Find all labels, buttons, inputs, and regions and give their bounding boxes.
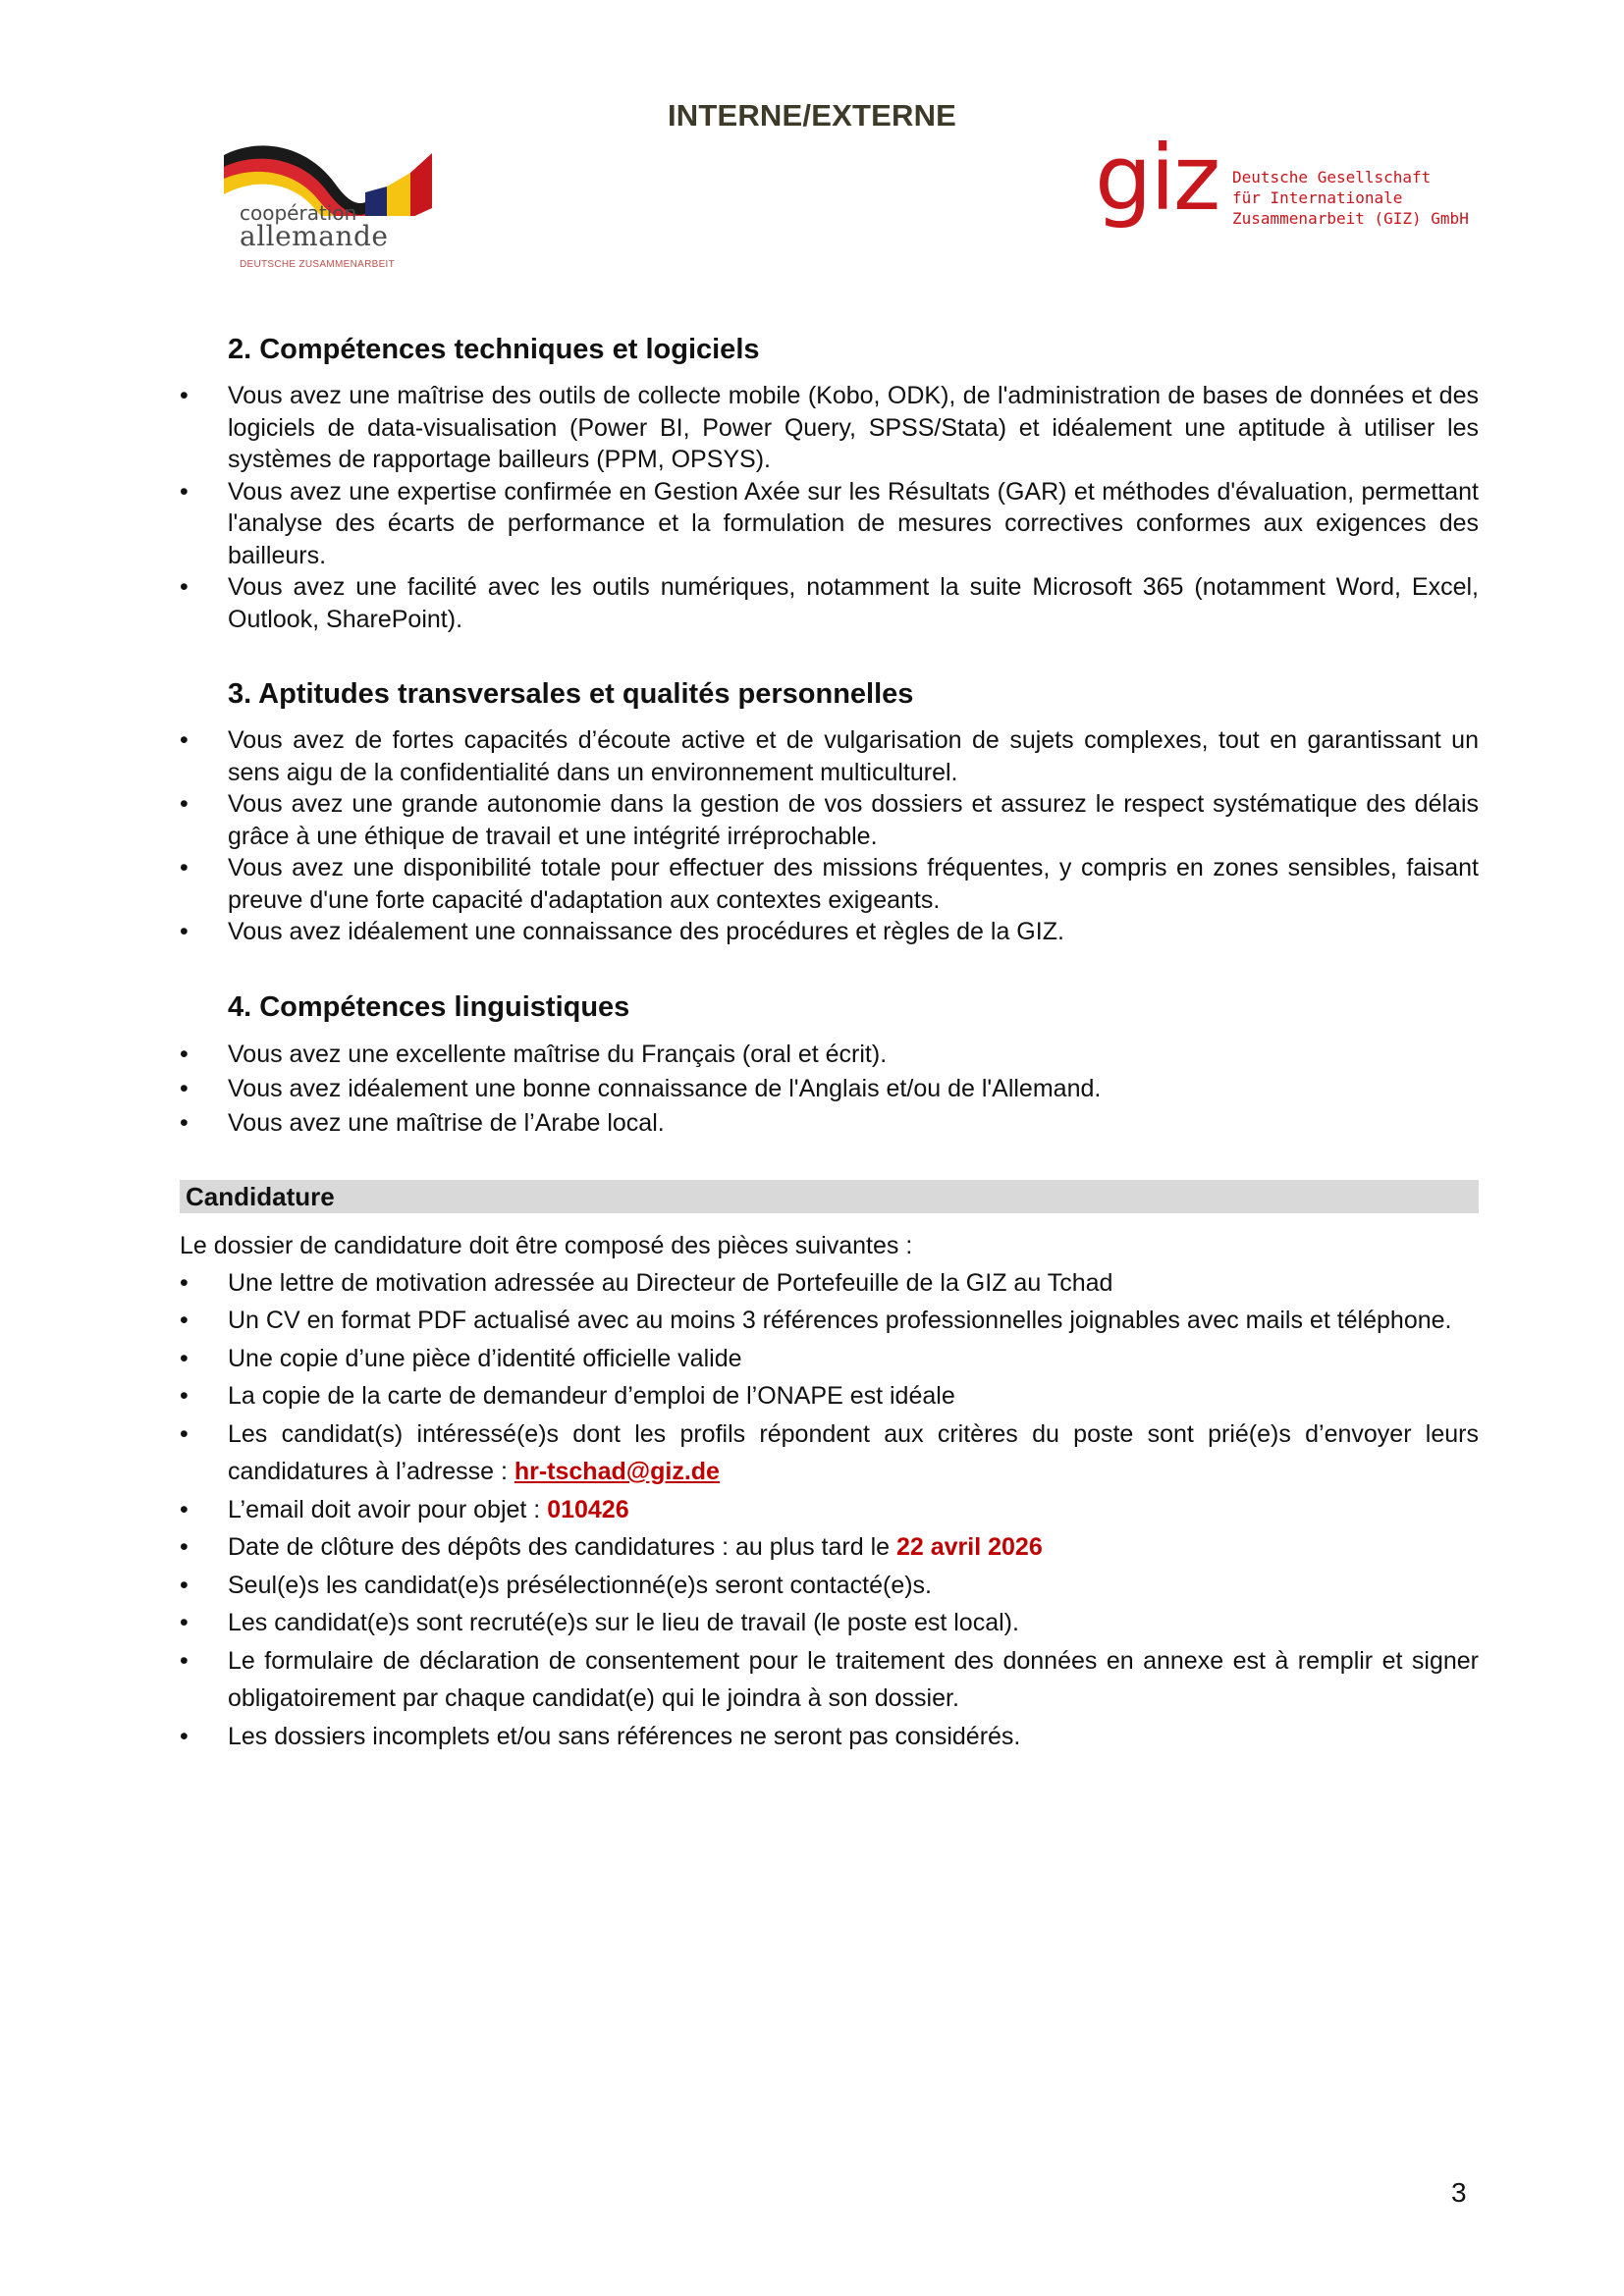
bullet-icon: •	[180, 1344, 189, 1372]
list-item: • Le formulaire de déclaration de consentement pour le traitement des données en annexe est à remplir et signer obligatoirement par chaque candidat(e) qui le joindra à son dossier.	[180, 1642, 1479, 1718]
bullet-icon: •	[180, 854, 189, 881]
bullet-icon: •	[180, 1495, 189, 1523]
bullet-icon: •	[180, 726, 189, 754]
list-item: • Vous avez une facilité avec les outils numériques, notamment la suite Microsoft 365 (notamment Word, Excel, Outlook, SharePoint).	[180, 573, 1479, 633]
section-heading: 4. Compétences linguistiques	[228, 990, 630, 1023]
bullet-icon: •	[180, 1268, 189, 1297]
bullet-icon: •	[180, 573, 189, 601]
candidature-intro: Le dossier de candidature doit être composé des pièces suivantes :	[180, 1231, 913, 1259]
bullet-list	[180, 1264, 1479, 1756]
list-item: • Les dossiers incomplets et/ou sans références ne seront pas considérés.	[180, 1718, 1479, 1756]
email-subject-code: 010426	[547, 1495, 629, 1523]
bullet-icon: •	[180, 477, 189, 506]
list-item-email: • Les candidat(s) intéressé(e)s dont les profils répondent aux critères du poste sont prié(e)s d’envoyer leurs candidatures à l’adresse : hr-tschad@giz.de	[180, 1415, 1479, 1491]
list-item: • Vous avez de fortes capacités d’écoute active et de vulgarisation de sujets complexes, tout en garantissant un sens aigu de la confidentialité dans un environnement multiculturel.	[180, 726, 1479, 786]
list-item-subject: • L’email doit avoir pour objet : 010426	[180, 1491, 1479, 1529]
bullet-icon: •	[180, 1108, 189, 1137]
list-item: • Un CV en format PDF actualisé avec au moins 3 références professionnelles joignables avec mails et téléphone.	[180, 1302, 1479, 1340]
bullet-icon: •	[180, 1040, 189, 1068]
list-item: • Vous avez idéalement une bonne connaissance de l'Anglais et/ou de l'Allemand.	[180, 1072, 1479, 1106]
giz-name-line-3: Zusammenarbeit (GIZ) GmbH	[1232, 209, 1469, 228]
bullet-icon: •	[180, 1307, 189, 1334]
cooperation-allemande-logo	[218, 137, 473, 275]
logo-text-allemande: allemande	[240, 220, 389, 252]
bullet-list	[180, 380, 1479, 635]
list-item: • Une copie d’une pièce d’identité officielle valide	[180, 1340, 1479, 1378]
candidature-heading-bar	[180, 1180, 1479, 1213]
candidature-heading: Candidature	[186, 1181, 335, 1211]
list-item: • Vous avez idéalement une connaissance des procédures et règles de la GIZ.	[180, 916, 1479, 948]
list-item: • Une lettre de motivation adressée au Directeur de Portefeuille de la GIZ au Tchad	[180, 1264, 1479, 1303]
section-language-skills	[180, 991, 1479, 1141]
deadline-date: 22 avril 2026	[895, 1533, 1043, 1561]
bullet-icon: •	[180, 1074, 189, 1102]
list-item: • Vous avez une excellente maîtrise du Français (oral et écrit).	[180, 1038, 1479, 1072]
email-link[interactable]: hr-tschad@giz.de	[514, 1458, 720, 1485]
bullet-icon: •	[180, 790, 189, 818]
bullet-icon: •	[180, 1571, 189, 1599]
list-item: • Vous avez une maîtrise de l’Arabe local.	[180, 1106, 1479, 1141]
list-item: • La copie de la carte de demandeur d’emploi de l’ONAPE est idéale	[180, 1377, 1479, 1415]
bullet-icon: •	[180, 1533, 189, 1561]
section-soft-skills	[180, 678, 1479, 948]
classification-label: INTERNE/EXTERNE	[667, 98, 957, 133]
list-item: • Seul(e)s les candidat(e)s présélectionné(e)s seront contacté(e)s.	[180, 1567, 1479, 1605]
section-candidature	[180, 1227, 1479, 1756]
bullet-icon: •	[180, 1382, 189, 1410]
list-item: • Vous avez une expertise confirmée en Gestion Axée sur les Résultats (GAR) et méthodes d'évaluation, permettant l'analyse des écarts de performance et la formulation de mesures correctives conformes aux exigences des bailleurs.	[180, 477, 1479, 569]
bullet-icon: •	[180, 1609, 189, 1636]
page-number: 3	[1451, 2177, 1467, 2208]
section-heading: 3. Aptitudes transversales et qualités personnelles	[228, 678, 914, 710]
bullet-icon: •	[180, 382, 189, 409]
bullet-list	[180, 724, 1479, 948]
bullet-icon: •	[180, 1419, 189, 1448]
list-item-deadline: • Date de clôture des dépôts des candidatures : au plus tard le 22 avril 2026	[180, 1528, 1479, 1567]
bullet-icon: •	[180, 1722, 189, 1750]
list-item: • Vous avez une disponibilité totale pour effectuer des missions fréquentes, y compris en zones sensibles, faisant preuve d'une forte capacité d'adaptation aux contextes exigeants.	[180, 854, 1479, 914]
section-technical-skills	[180, 334, 1479, 635]
giz-name-line-2: für Internationale	[1232, 188, 1403, 207]
giz-logo	[1095, 126, 1507, 255]
giz-full-name	[1232, 167, 1469, 229]
bullet-icon: •	[180, 1646, 189, 1675]
logo-text-cooperation: coopération	[240, 201, 357, 225]
giz-name-line-1: Deutsche Gesellschaft	[1232, 168, 1432, 187]
list-item: • Vous avez une grande autonomie dans la gestion de vos dossiers et assurez le respect systématique des délais grâce à une éthique de travail et une intégrité irréprochable.	[180, 790, 1479, 850]
list-item: • Les candidat(e)s sont recruté(e)s sur le lieu de travail (le poste est local).	[180, 1604, 1479, 1642]
document-body	[180, 334, 1479, 1755]
section-heading: 2. Compétences techniques et logiciels	[228, 334, 760, 365]
bullet-icon: •	[180, 918, 189, 945]
list-item: • Vous avez une maîtrise des outils de collecte mobile (Kobo, ODK), de l'administration de bases de données et des logiciels de data-visualisation (Power BI, Power Query, SPSS/Stata) et idéalement une aptitude à utiliser les systèmes de rapportage bailleurs (PPM, OPSYS).	[180, 382, 1479, 473]
logo-text-deutsche-zusammenarbeit: DEUTSCHE ZUSAMMENARBEIT	[240, 259, 396, 270]
bullet-list	[180, 1038, 1479, 1141]
giz-wordmark: giz	[1095, 126, 1219, 231]
